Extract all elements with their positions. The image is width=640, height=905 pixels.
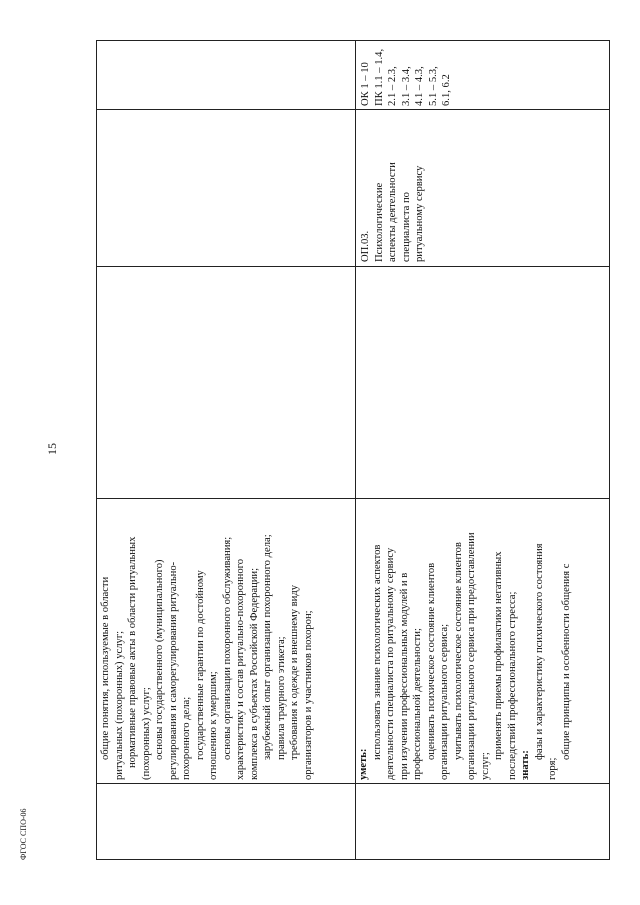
text-line: ОК 1 – 10 — [360, 62, 371, 106]
text-line: организации ритуального сервиса при предоставлении — [466, 532, 477, 780]
text-line: общие понятия, используемые в области — [100, 576, 111, 760]
text-line: аспекты деятельности — [387, 162, 398, 262]
column-divider — [97, 266, 609, 267]
text-line: 2.1 – 2.3, — [387, 66, 398, 106]
row-divider — [355, 41, 356, 859]
page-number: 15 — [45, 443, 59, 455]
text-line: комплекса в субъектах Российской Федерации; — [248, 567, 260, 780]
text-line: услуг; — [479, 752, 491, 780]
competency-table — [96, 40, 610, 860]
text-line: учитывать психологическое состояние клиентов — [452, 542, 464, 760]
text-line: деятельности специалиста по ритуальному сервису — [385, 547, 396, 780]
text-line: (похоронных) услуг; — [140, 687, 152, 780]
text-line: горя; — [547, 757, 558, 780]
knowledge-label: знать: — [520, 750, 531, 780]
column-divider — [97, 109, 609, 110]
text-line: ритуальному сервису — [414, 165, 425, 262]
footer-label: ФГОС СПО-06 — [19, 808, 28, 860]
text-line: ПК 1.1 – 1.4, — [373, 48, 385, 106]
text-line: использовать знание психологических аспектов — [371, 544, 383, 760]
skills-label: уметь: — [358, 748, 369, 780]
text-line: организации ритуального сервиса; — [439, 623, 450, 780]
skills-cell — [357, 502, 573, 780]
text-line: правила траурного этикета; — [275, 636, 287, 760]
text-line: оценивать психическое состояние клиентов — [425, 562, 437, 760]
text-line: зарубежный опыт организации похоронного дела; — [262, 534, 273, 760]
text-line: 4.1 – 4.3, — [414, 66, 425, 106]
text-line: специалиста по — [400, 192, 412, 262]
text-line: регулирования и саморегулирования ритуально- — [167, 561, 179, 780]
column-divider — [97, 783, 609, 784]
rotated-page-content — [96, 40, 610, 860]
text-line: фазы и характеристику психического состояния — [533, 543, 545, 760]
text-line: требования к одежде и внешнему виду — [289, 584, 300, 760]
text-line: нормативные правовые акты в области ритуальных — [127, 536, 138, 768]
text-line: похоронного дела; — [181, 696, 192, 780]
text-line: основы государственного (муниципального) — [154, 559, 165, 760]
knowledge-cell — [99, 502, 315, 780]
text-line: профессиональной деятельности; — [412, 628, 423, 780]
competence-codes-cell — [359, 42, 454, 106]
discipline-cell — [359, 112, 427, 262]
text-line: общие принципы и особенности общения с — [560, 563, 572, 760]
text-line: организаторов и участников похорон; — [302, 610, 314, 780]
text-line: 6.1, 6.2 — [441, 74, 452, 106]
text-line: последствий профессионального стресса; — [506, 591, 518, 780]
text-line: характеристику и состав ритуально-похоронного — [235, 558, 246, 780]
text-line: при изучении профессиональных модулей и в — [398, 572, 410, 780]
text-line: отношению к умершим; — [208, 671, 219, 780]
text-line: 3.1 – 3.4, — [400, 66, 412, 106]
text-line: государственные гарантии по достойному — [194, 570, 206, 760]
column-divider — [97, 498, 609, 499]
text-line: Психологические — [373, 182, 385, 262]
text-line: основы организации похоронного обслуживания; — [221, 536, 233, 760]
text-line: применять приемы профилактики негативных — [493, 551, 504, 760]
text-line: ритуальных (похоронных) услуг; — [113, 630, 125, 780]
text-line: 5.1 – 5.3, — [427, 66, 439, 106]
discipline-code: ОП.03. — [360, 230, 371, 262]
